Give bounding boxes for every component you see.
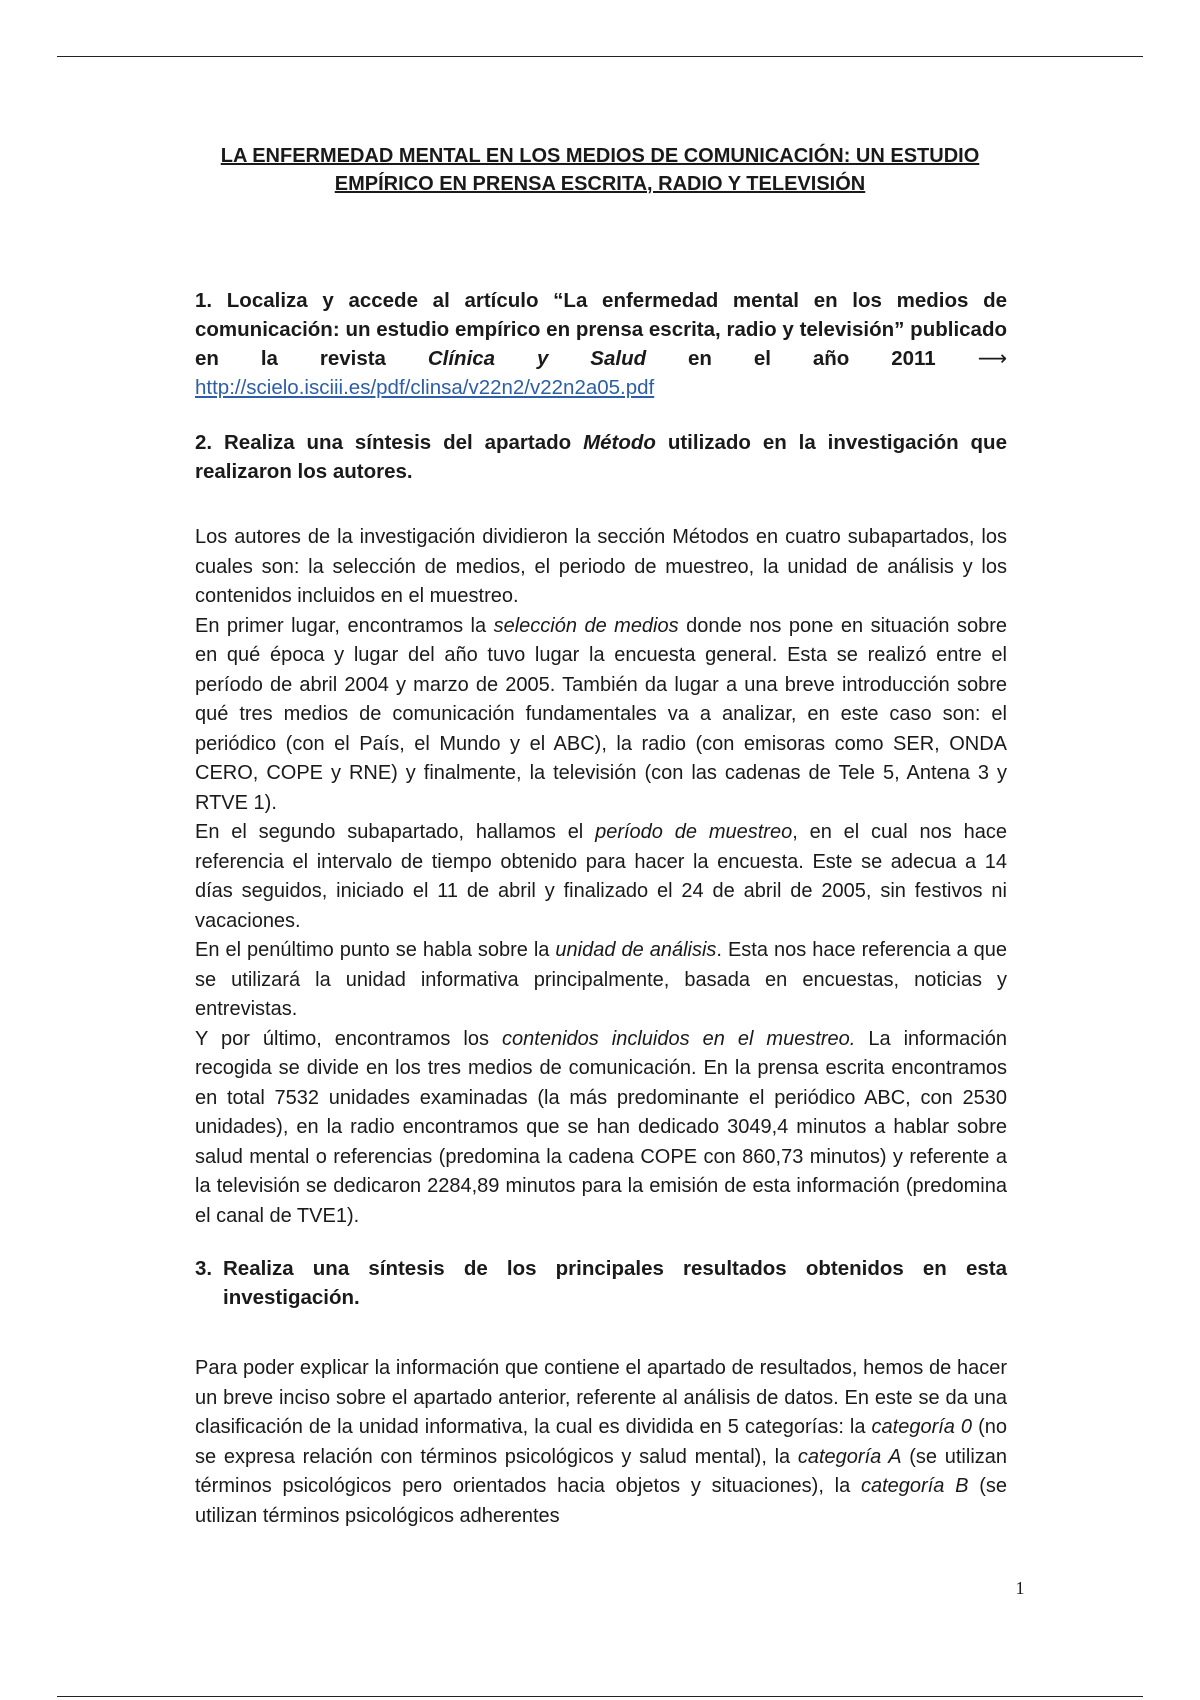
question-2-text: 2. Realiza una síntesis del apartado Método utilizado en la investigación que realizaron los autores. xyxy=(195,431,1007,483)
question-3-text: 3. Realiza una síntesis de los principales resultados obtenidos en esta investigación. xyxy=(195,1257,1007,1309)
footer-rule xyxy=(57,1696,1143,1697)
question-1 xyxy=(195,286,1007,402)
question-1-text: 1. Localiza y accede al artículo “La enfermedad mental en los medios de comunicación: un estudio empírico en prensa escrita, radio y televisión” publicado en la revista Clínica y Salud en el año 2011 ⟶ http://scielo.isciii.es/pdf/clinsa/v22n2/v22n2a05.pdf xyxy=(195,289,1008,399)
question-2 xyxy=(195,428,1007,486)
answer-3 xyxy=(195,1354,1007,1531)
header-rule xyxy=(57,56,1143,57)
document-title: LA ENFERMEDAD MENTAL EN LOS MEDIOS DE COMUNICACIÓN: UN ESTUDIO EMPÍRICO EN PRENSA ESCRITA, RADIO Y TELEVISIÓN xyxy=(220,145,980,195)
answer-2 xyxy=(195,523,1007,1231)
answer-2-paragraph: En el segundo subapartado, hallamos el período de muestreo, en el cual nos hace referencia el intervalo de tiempo obtenido para hacer la encuesta. Este se adecua a 14 días seguidos, iniciado el 11 de abril y finalizado el 24 de abril de 2005, sin festivos ni vacaciones. xyxy=(195,821,1008,932)
answer-2-paragraph: Los autores de la investigación dividieron la sección Métodos en cuatro subapartados, los cuales son: la selección de medios, el periodo de muestreo, la unidad de análisis y los contenidos incluidos en el muestreo. xyxy=(195,526,1007,607)
answer-2-paragraph: En el penúltimo punto se habla sobre la unidad de análisis. Esta nos hace referencia a que se utilizará la unidad informativa principalmente, basada en encuestas, noticias y entrevistas. xyxy=(195,939,1007,1020)
article-link[interactable]: http://scielo.isciii.es/pdf/clinsa/v22n2/v22n2a05.pdf xyxy=(195,376,655,399)
question-3 xyxy=(195,1254,1007,1312)
answer-3-paragraph: Para poder explicar la información que contiene el apartado de resultados, hemos de hacer un breve inciso sobre el apartado anterior, referente al análisis de datos. En este se da una clasificación de la unidad informativa, la cual es dividida en 5 categorías: la categoría 0 (no se expresa relación con términos psicológicos y salud mental), la categoría A (se utilizan términos psicológicos pero orientados hacia objetos y situaciones), la categoría B (se utilizan términos psicológicos adherentes xyxy=(195,1357,1008,1527)
page-number: 1 xyxy=(1015,1578,1025,1598)
answer-2-paragraph: Y por último, encontramos los contenidos incluidos en el muestreo. La información recogida se divide en los tres medios de comunicación. En la prensa escrita encontramos en total 7532 unidades examinadas (la más predominante el periódico ABC, con 2530 unidades), en la radio encontramos que se han dedicado 3049,4 minutos a hablar sobre salud mental o referencias (predomina la cadena COPE con 860,73 minutos) y referente a la televisión se dedicaron 2284,89 minutos para la emisión de esta información (predomina el canal de TVE1). xyxy=(195,1027,1007,1227)
journal-name: Clínica y Salud xyxy=(427,347,647,370)
arrow-right-icon: ⟶ xyxy=(977,347,1008,370)
answer-2-paragraph: En primer lugar, encontramos la selección de medios donde nos pone en situación sobre en qué época y lugar del año tuvo lugar la encuesta general. Esta se realizó entre el período de abril 2004 y marzo de 2005. También da lugar a una breve introducción sobre qué tres medios de comunicación fundamentales va a analizar, en este caso son: el periódico (con el País, el Mundo y el ABC), la radio (con emisoras como SER, ONDA CERO, COPE y RNE) y finalmente, la televisión (con las cadenas de Tele 5, Antena 3 y RTVE 1). xyxy=(195,614,1008,814)
